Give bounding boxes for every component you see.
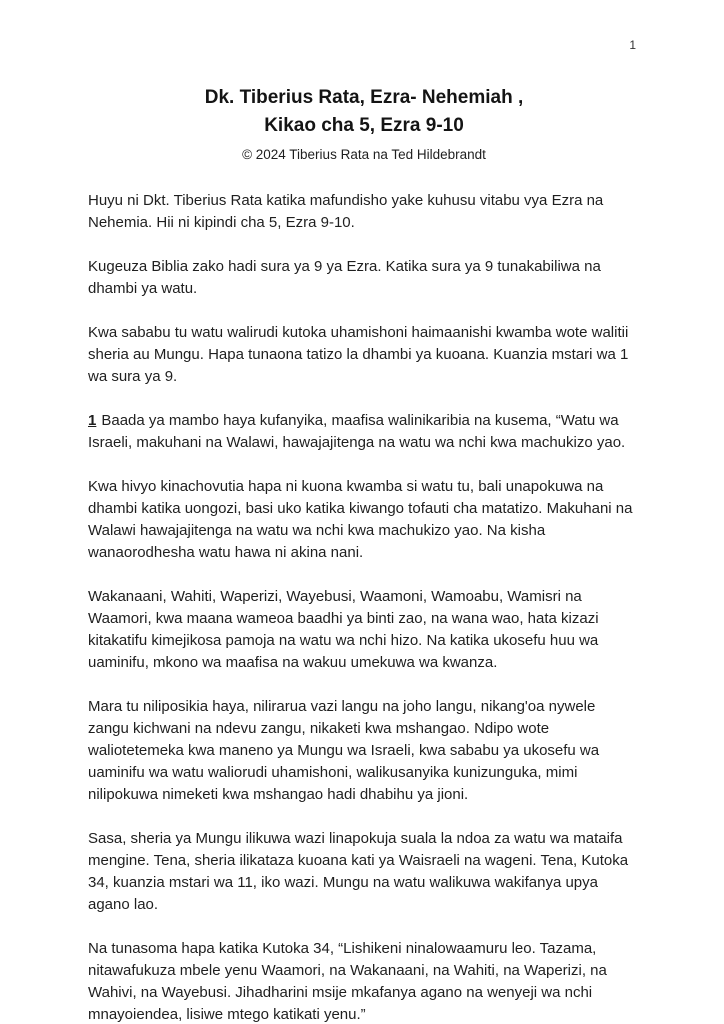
document-title xyxy=(88,84,640,140)
paragraph-turn-to-ezra9: Kugeuza Biblia zako hadi sura ya 9 ya Ezra. Katika sura ya 9 tunakabiliwa na dhambi ya watu. xyxy=(88,258,601,297)
paragraph-exodus-quote: Na tunasoma hapa katika Kutoka 34, “Lishikeni ninalowaamuru leo. Tazama, nitawafukuza mbele yenu Waamori, na Wakanaani, na Wahiti, na Waperizi, na Wahivi, na Wayebusi. Jihadharini msije mkafanya agano na wenyeji wa nchi mnayoiendea, lisiwe mtego katikati yenu.” xyxy=(88,940,607,1023)
paragraph-leadership-sin: Kwa hivyo kinachovutia hapa ni kuona kwamba si watu tu, bali unapokuwa na dhambi katika uongozi, basi uko katika kiwango tofauti cha matatizo. Makuhani na Walawi hawajajitenga na watu wa nchi kwa machukizo yao. Na kisha wanaorodhesha watu hawa ni akina nani. xyxy=(88,478,633,561)
paragraph-mourning-reaction: Mara tu niliposikia haya, nilirarua vazi langu na joho langu, nikang'oa nywele zangu kichwani na ndevu zangu, nikaketi kwa mshangao. Ndipo wote waliotetemeka kwa maneno ya Mungu wa Israeli, kwa sababu ya ukosefu wa uaminifu wa watu waliorudi uhamishoni, walikusanyika kunizunguka, mimi nilipokuwa nimeketi kwa mshangao hadi dhabihu ya jioni. xyxy=(88,698,600,803)
copyright-line: © 2024 Tiberius Rata na Ted Hildebrandt xyxy=(242,147,486,162)
paragraph-law-on-marriage: Sasa, sheria ya Mungu ilikuwa wazi linapokuja suala la ndoa za watu wa mataifa mengine. Tena, sheria ilikataza kuoana kati ya Waisraeli na wageni. Tena, Kutoka 34, kuanzia mstari wa 11, iko wazi. Mungu na watu walikuwa wakifanya upya agano lao. xyxy=(88,830,629,913)
paragraph-sin-problem: Kwa sababu tu watu walirudi kutoka uhamishoni haimaanishi kwamba wote walitii sheria au Mungu. Hapa tunaona tatizo la dhambi ya kuoana. Kuanzia mstari wa 1 wa sura ya 9. xyxy=(88,324,629,385)
verse-text: Baada ya mambo haya kufanyika, maafisa walinikaribia na kusema, “Watu wa Israeli, makuhani na Walawi, hawajajitenga na watu wa nchi kwa machukizo yao. xyxy=(88,412,626,451)
page-number: 1 xyxy=(629,38,636,52)
paragraph-intro-speaker: Huyu ni Dkt. Tiberius Rata katika mafundisho yake kuhusu vitabu vya Ezra na Nehemia. Hii ni kipindi cha 5, Ezra 9-10. xyxy=(88,192,604,231)
paragraph-peoples-list: Wakanaani, Wahiti, Waperizi, Wayebusi, Waamoni, Wamoabu, Wamisri na Waamori, kwa maana wameoa baadhi ya binti zao, na wana wao, hata kizazi kitakatifu kimejikosa pamoja na watu wa nchi hizo. Na katika ukosefu huu wa uaminifu, mkono wa maafisa na wakuu umekuwa wa kwanza. xyxy=(88,588,599,671)
document-body xyxy=(88,190,640,1024)
title-line-1: Dk. Tiberius Rata, Ezra- Nehemiah , xyxy=(204,87,524,108)
title-line-2: Kikao cha 5, Ezra 9-10 xyxy=(264,115,464,136)
paragraph-verse-1 xyxy=(88,410,640,454)
verse-number: 1 xyxy=(88,412,97,429)
